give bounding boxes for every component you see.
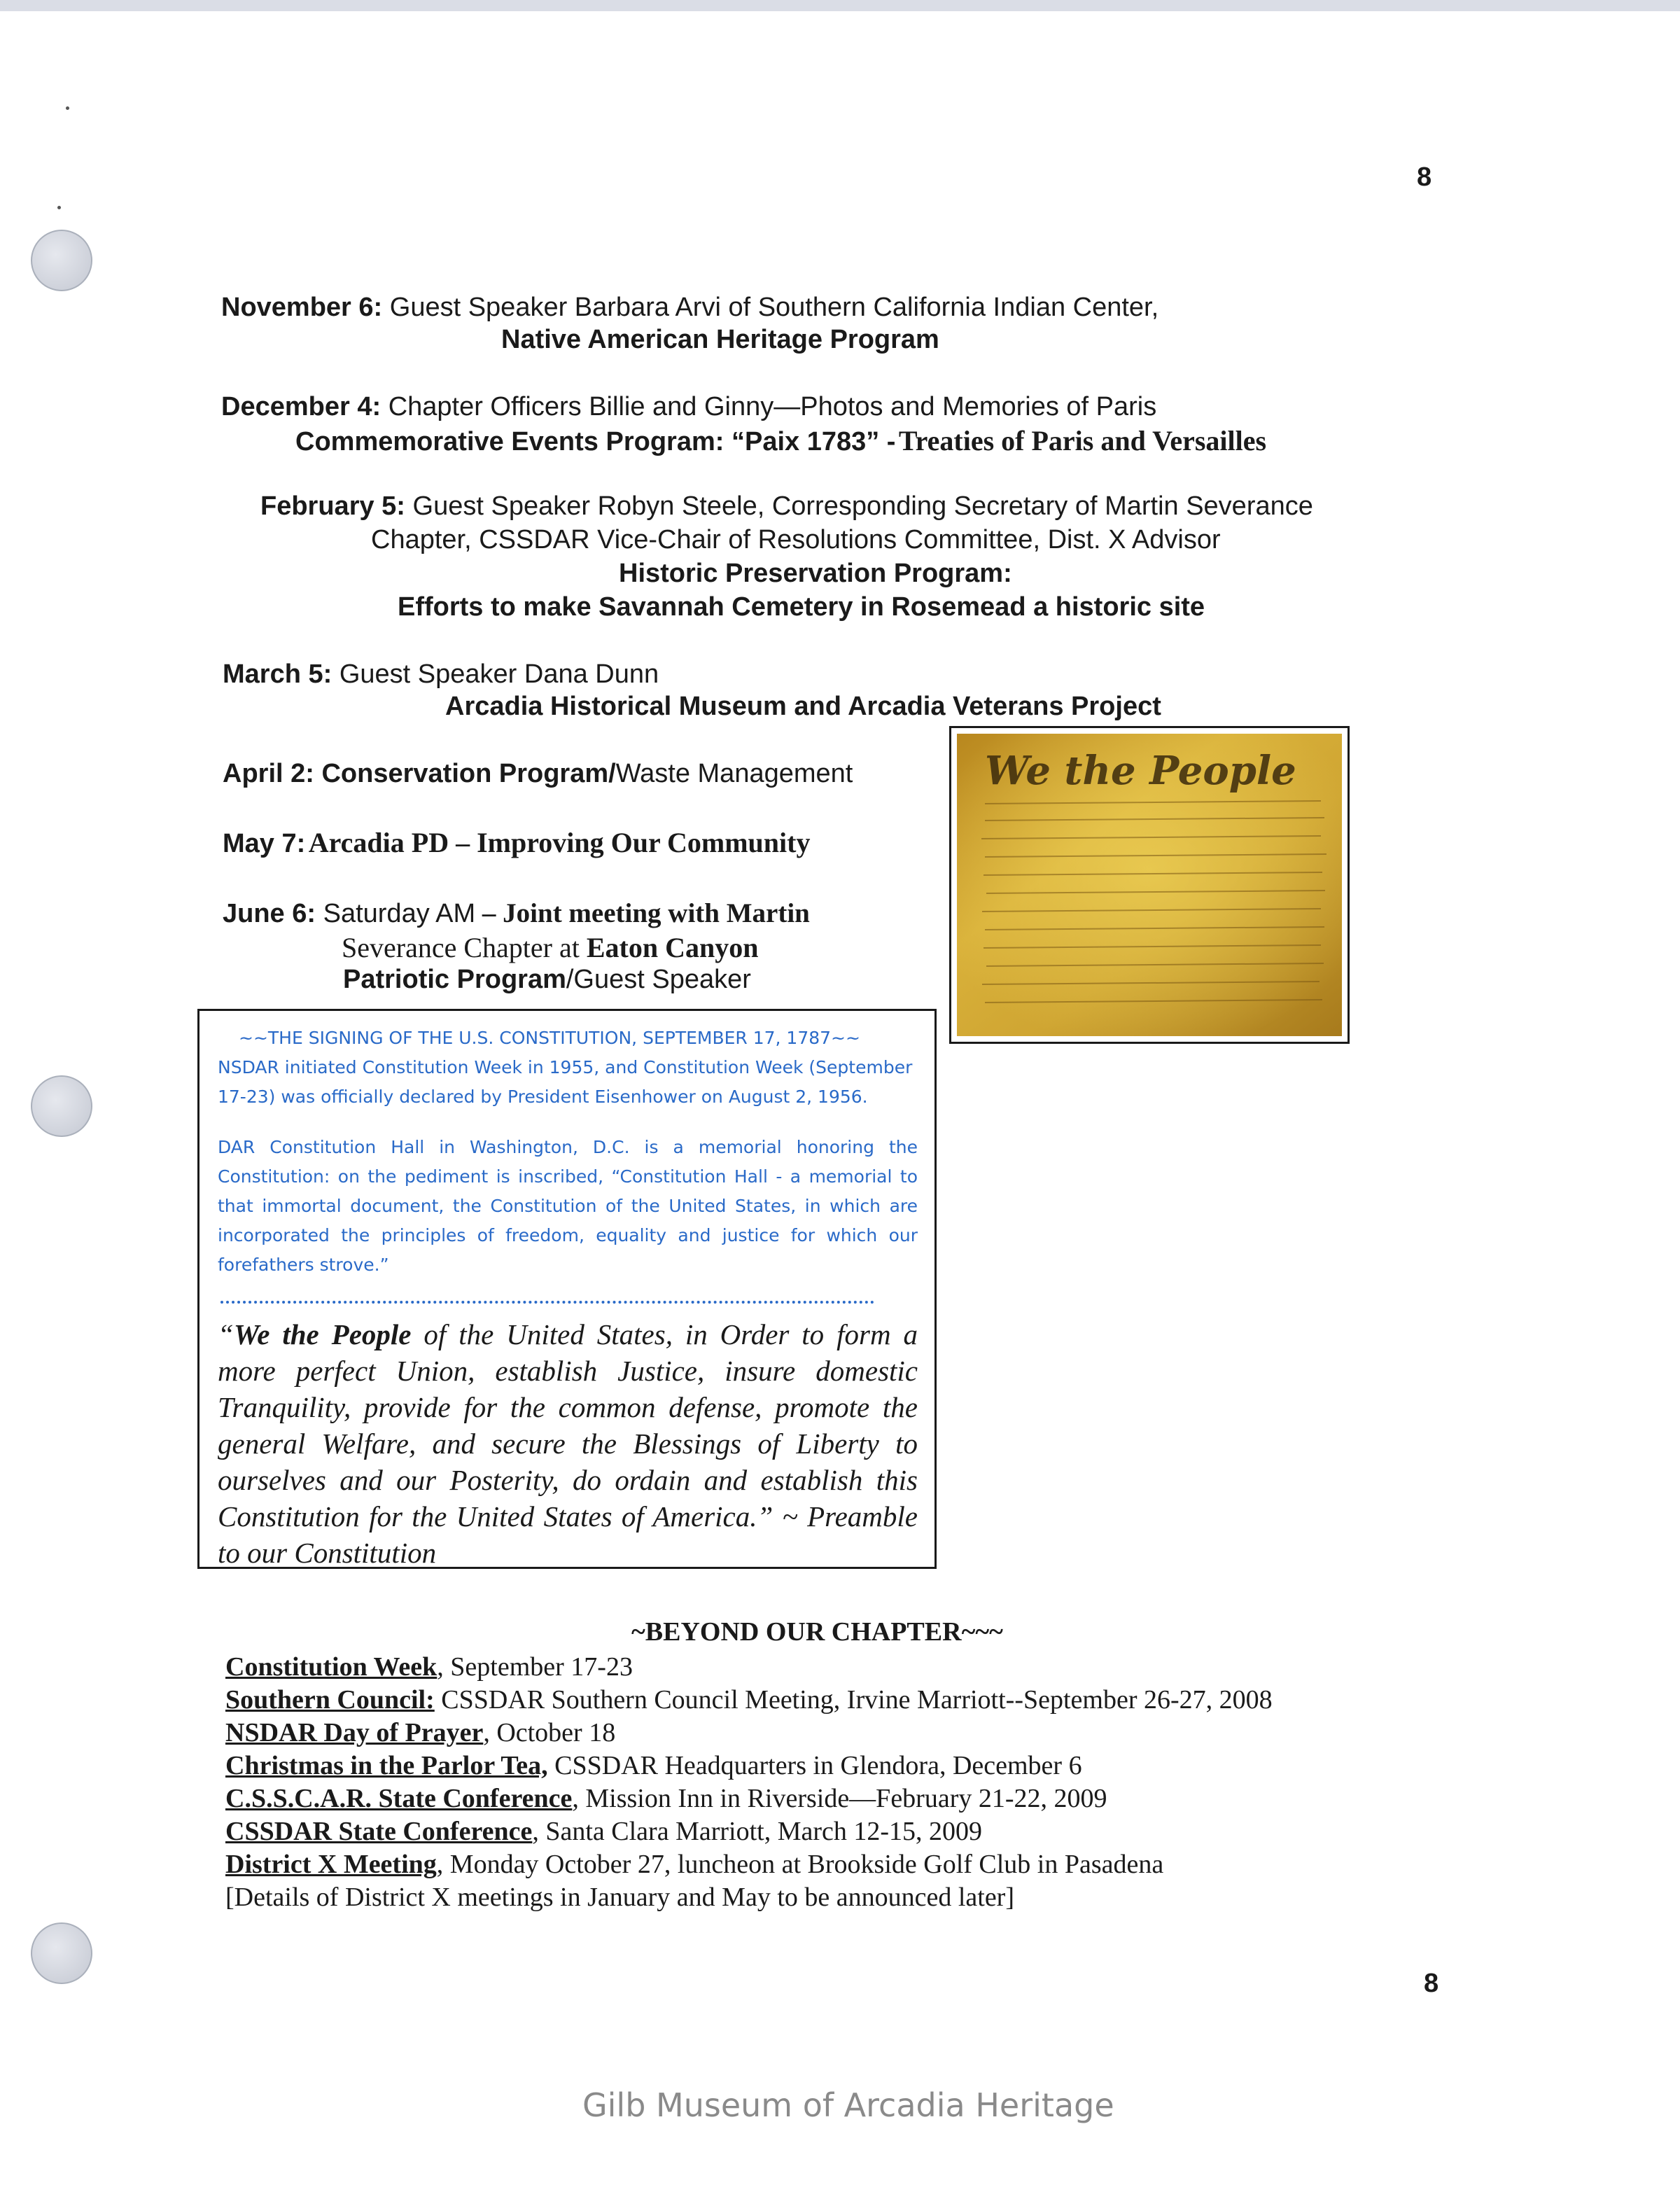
constitution-image [949,726,1350,1044]
beyond-item-label: C.S.S.C.A.R. State Conference [225,1784,573,1813]
beyond-heading: ~BEYOND OUR CHAPTER~~~ [631,1617,1003,1647]
binder-hole [31,1075,92,1137]
beyond-item-label: District X Meeting [225,1850,437,1879]
date-label: December 4: [221,392,382,421]
event-text: – Joint meeting with Martin [475,898,810,928]
program-title: Native American Heritage Program [501,325,939,354]
page-number-bottom: 8 [1424,1969,1439,1998]
schedule-march [223,659,659,690]
dotted-divider [220,1301,874,1304]
box-line: NSDAR initiated Constitution Week in 1955, and Constitution Week (September [218,1057,913,1077]
program-title [295,424,1266,457]
event-text [343,965,751,995]
beyond-item-text: , Mission Inn in Riverside—February 21-22, 2009 [572,1784,1107,1813]
beyond-item-text: , October 18 [483,1718,616,1747]
date-label: November 6: [221,293,383,322]
schedule-june [223,898,810,929]
beyond-item [225,1717,1273,1750]
binder-hole [31,230,92,291]
footer-watermark: Gilb Museum of Arcadia Heritage [582,2086,1114,2124]
event-text: Guest Speaker Dana Dunn [339,659,659,689]
schedule-february [260,491,1313,522]
beyond-item [225,1782,1273,1815]
constitution-hall-text: DAR Constitution Hall in Washington, D.C. is a memorial honoring the Constitution: on the pediment is inscribed, “Constitution Hall - a memorial to that immortal document, the Constitution of the United States, in which are incorporated the principles of freedom, equality and justice for which our forefathers strove.” [218,1137,918,1275]
constitution-parchment [957,734,1342,1036]
page-number-top: 8 [1417,162,1432,192]
program-detail: Efforts to make Savannah Cemetery in Rosemead a historic site [398,592,1205,622]
date-label: March 5: [223,659,332,689]
beyond-item-label: Christmas in the Parlor Tea, [225,1751,548,1780]
beyond-item-text: , Santa Clara Marriott, March 12-15, 2009 [532,1817,983,1846]
beyond-item-label: NSDAR Day of Prayer [225,1718,484,1747]
parchment-heading: We the People [985,748,1296,794]
preamble-body: of the United States, in Order to form a more perfect Union, establish Justice, insure domestic Tranquility, provide for the common defense, promote the general Welfare, and secure the Blessings of Liberty to ourselves and our Posterity, do ordain and establish this Constitution for the United States of America.” ~ Preamble to our Constitution [218,1318,918,1569]
beyond-item-label: Southern Council: [225,1685,435,1715]
beyond-note: [Details of District X meetings in January and May to be announced later] [225,1883,1014,1912]
program-suffix: Treaties of Paris and Versailles [898,425,1267,456]
beyond-item-text: CSSDAR Headquarters in Glendora, December 6 [547,1751,1082,1780]
beyond-item [225,1848,1273,1881]
preamble-bold: We the People [233,1318,412,1350]
scan-speck [66,106,69,110]
box-heading: ~~THE SIGNING OF THE U.S. CONSTITUTION, SEPTEMBER 17, 1787~~ [239,1028,860,1048]
program-prefix: Commemorative Events Program: “Paix 1783” - [295,427,896,456]
program-title: Arcadia Historical Museum and Arcadia Veterans Project [445,692,1161,721]
date-label: February 5: [260,491,405,521]
scan-speck [57,206,61,209]
schedule-november [221,293,1158,323]
schedule-december [221,392,1156,422]
constitution-info-box [197,1009,937,1569]
beyond-item-label: CSSDAR State Conference [225,1817,533,1846]
date-label: April 2: [223,759,314,788]
scan-edge [0,0,1680,11]
date-label: June 6: [223,899,316,928]
program-title: Arcadia PD – Improving Our Community [308,827,811,858]
beyond-item-text: , Monday October 27, luncheon at Brookside Golf Club in Pasadena [436,1850,1164,1879]
location: Eaton Canyon [586,932,759,963]
beyond-item-text: CSSDAR Southern Council Meeting, Irvine Marriott--September 26-27, 2008 [434,1685,1273,1715]
event-text [342,931,758,964]
event-text: Chapter, CSSDAR Vice-Chair of Resolutions Committee, Dist. X Advisor [371,525,1221,554]
program-title: Patriotic Program [343,965,566,994]
beyond-item [225,1750,1273,1782]
event-text: Waste Management [615,759,853,788]
preamble-open: “ [218,1318,234,1350]
event-text: Chapter Officers Billie and Ginny—Photos and Memories of Paris [388,392,1157,421]
event-text: /Guest Speaker [566,965,751,994]
event-text: Guest Speaker Barbara Arvi of Southern California Indian Center, [389,293,1159,322]
beyond-list [225,1651,1273,1914]
event-text: Saturday AM [323,899,476,928]
schedule-may [223,826,810,859]
beyond-item-text: , September 17-23 [437,1652,633,1682]
schedule-april [223,759,853,789]
beyond-item-label: Constitution Week [225,1652,438,1682]
event-text: Severance Chapter at [342,932,587,963]
beyond-item [225,1684,1273,1717]
program-title: Historic Preservation Program: [619,559,1012,588]
date-label: May 7: [223,829,306,858]
box-line: 17-23) was officially declared by President Eisenhower on August 2, 1956. [218,1087,868,1107]
event-text: Guest Speaker Robyn Steele, Corresponding Secretary of Martin Severance [412,491,1313,521]
binder-hole [31,1922,92,1984]
beyond-item [225,1651,1273,1684]
preamble-text [218,1316,918,1571]
beyond-item [225,1815,1273,1848]
program-title: Conservation Program/ [321,759,616,788]
